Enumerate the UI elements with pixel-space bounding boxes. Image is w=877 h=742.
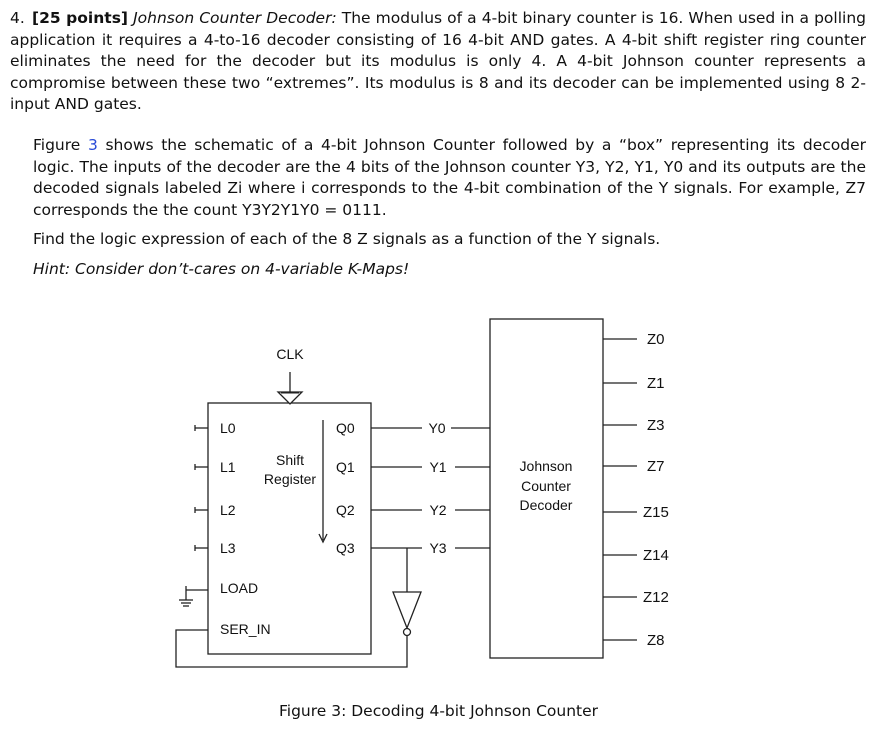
wire-y1: Y1 [429,459,447,475]
input-l3: L3 [220,540,236,556]
decoder-label-johnson: Johnson [519,458,573,474]
decoder-label-decoder: Decoder [519,497,573,513]
input-l0: L0 [220,420,236,436]
inverter-bubble [404,629,411,636]
output-z8: Z8 [647,632,665,649]
output-q0: Q0 [336,420,355,436]
wire-y2: Y2 [429,502,447,518]
output-z1: Z1 [647,375,665,392]
problem-title: Johnson Counter Decoder: [133,9,337,27]
decoder-label-counter: Counter [521,478,571,494]
output-z15: Z15 [643,504,669,521]
output-q3: Q3 [336,540,355,556]
output-q1: Q1 [336,459,355,475]
figure-caption: Figure 3: Decoding 4-bit Johnson Counter [278,702,599,720]
problem-points: [25 points] [32,9,128,27]
clk-label: CLK [276,346,304,362]
output-z0: Z0 [647,331,665,348]
problem-intro-text: The modulus of a 4-bit binary counter is 16. When used in a polling application it requires a 4-to-16 decoder consisting of 16 4-bit AND gates. A 4-bit shift register ring counter eliminates the need for the decoder but its modulus is only 4. A 4-bit Johnson counter represents a compromise between these two “extremes”. Its modulus is 8 and its decoder can be implemented using 8 2-input AND gates. [10,9,866,113]
register-label-register: Register [263,471,317,487]
output-q2: Q2 [336,502,355,518]
wire-y3: Y3 [429,540,447,556]
output-z14: Z14 [643,547,669,564]
input-l2: L2 [220,502,236,518]
input-l1: L1 [220,459,236,475]
figure-ref-link[interactable]: 3 [87,136,98,154]
figure-description-text: shows the schematic of a 4-bit Johnson Counter followed by a “box” representing its decoder logic. The inputs of the decoder are the 4 bits of the Johnson counter Y3, Y2, Y1, Y0 and its outputs are the decoded signals labeled Zi where i corresponds to the 4-bit combination of the Y signals. For example, Z7 corresponds the the count Y3Y2Y1Y0 = 0111. [33,136,866,219]
output-z12: Z12 [643,589,669,606]
load-label: LOAD [220,580,259,596]
figure-ref-prefix: Figure [33,136,81,154]
problem-paragraph-3: Find the logic expression of each of the 8 Z signals as a function of the Y signals. [33,230,661,248]
problem-hint: Hint: Consider don’t-cares on 4-variable K-Maps! [33,260,410,278]
shift-register-box [208,403,371,654]
wire-y0: Y0 [428,420,446,436]
output-z7: Z7 [647,458,665,475]
ser-in-label: SER_IN [220,621,271,637]
output-z3: Z3 [647,417,665,434]
inverter-triangle [393,592,421,628]
register-label-shift: Shift [275,452,305,468]
problem-number: 4. [10,9,25,27]
